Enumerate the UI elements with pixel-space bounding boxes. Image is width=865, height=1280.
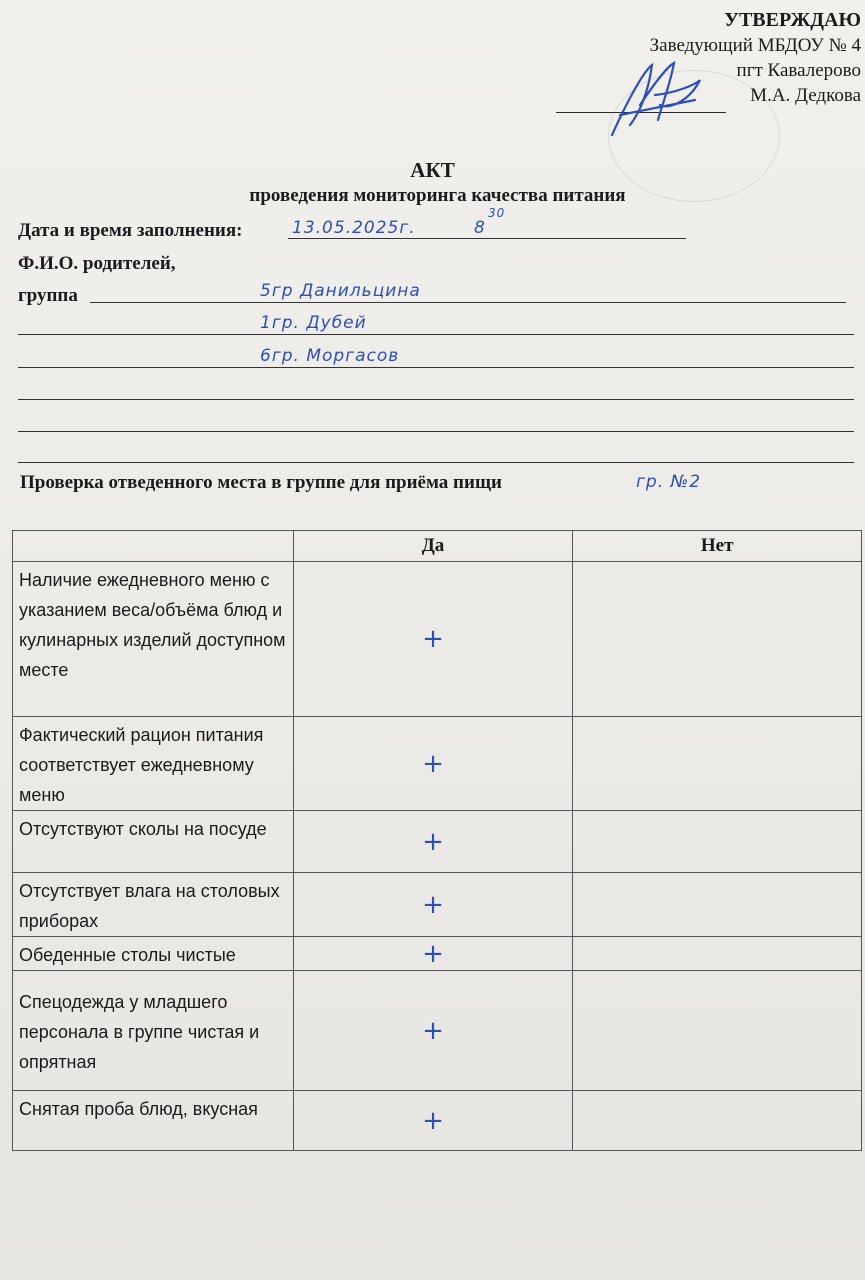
no-mark [573, 811, 862, 873]
no-mark [573, 937, 862, 971]
table-header-row [13, 531, 862, 562]
table-row [13, 873, 862, 937]
entry-line-4 [18, 399, 854, 400]
header-criterion [13, 531, 294, 562]
no-mark [573, 1091, 862, 1151]
approval-title: УТВЕРЖДАЮ [724, 9, 861, 31]
entry-2: 1гр. Дубей [260, 313, 367, 333]
date-value: 13.05.2025г. [292, 218, 416, 238]
section-title: Проверка отведенного места в группе для приёма пищи [20, 472, 502, 493]
entry-line-2 [18, 334, 854, 335]
yes-mark: + [293, 937, 573, 971]
signature-icon [600, 55, 710, 150]
no-mark [573, 717, 862, 811]
yes-mark: + [293, 873, 573, 937]
criterion-label: Спецодежда у младшего персонала в группе чистая и опрятная [13, 971, 294, 1091]
entry-1: 5гр Данильцина [260, 281, 421, 301]
entry-line-5 [18, 431, 854, 432]
no-mark [573, 873, 862, 937]
doc-subtitle: проведения мониторинга качества питания [249, 185, 626, 206]
criterion-label: Наличие ежедневного меню с указанием веса/объёма блюд и кулинарных изделий доступном месте [13, 562, 294, 717]
check-table [12, 530, 862, 1151]
entry-line-1 [90, 302, 846, 303]
parents-label: Ф.И.О. родителей, [18, 253, 176, 274]
no-mark [573, 971, 862, 1091]
yes-mark: + [293, 811, 573, 873]
header-yes: Да [293, 531, 573, 562]
date-underline [288, 238, 686, 239]
criterion-label: Фактический рацион питания соответствует ежедневному меню [13, 717, 294, 811]
section-note: гр. №2 [636, 472, 702, 492]
approval-location: пгт Кавалерово [736, 60, 861, 81]
criterion-label: Обеденные столы чистые [13, 937, 294, 971]
criterion-label: Отсутствует влага на столовых приборах [13, 873, 294, 937]
approval-name: М.А. Дедкова [750, 85, 861, 106]
table-row [13, 971, 862, 1091]
yes-mark: + [293, 562, 573, 717]
entry-3: 6гр. Моргасов [260, 346, 400, 366]
table-row [13, 937, 862, 971]
time-superscript: 30 [488, 206, 506, 220]
header-no: Нет [573, 531, 862, 562]
criterion-label: Отсутствуют сколы на посуде [13, 811, 294, 873]
table-row [13, 811, 862, 873]
table-row [13, 717, 862, 811]
table-row [13, 562, 862, 717]
table-row [13, 1091, 862, 1151]
approval-position: Заведующий МБДОУ № 4 [649, 35, 861, 56]
yes-mark: + [293, 971, 573, 1091]
yes-mark: + [293, 1091, 573, 1151]
time-value: 8 [474, 218, 486, 238]
no-mark [573, 562, 862, 717]
entry-line-3 [18, 367, 854, 368]
date-label: Дата и время заполнения: [18, 220, 243, 241]
entry-line-6 [18, 462, 854, 463]
doc-title: АКТ [410, 158, 455, 182]
group-label: группа [18, 285, 78, 306]
criterion-label: Снятая проба блюд, вкусная [13, 1091, 294, 1151]
yes-mark: + [293, 717, 573, 811]
